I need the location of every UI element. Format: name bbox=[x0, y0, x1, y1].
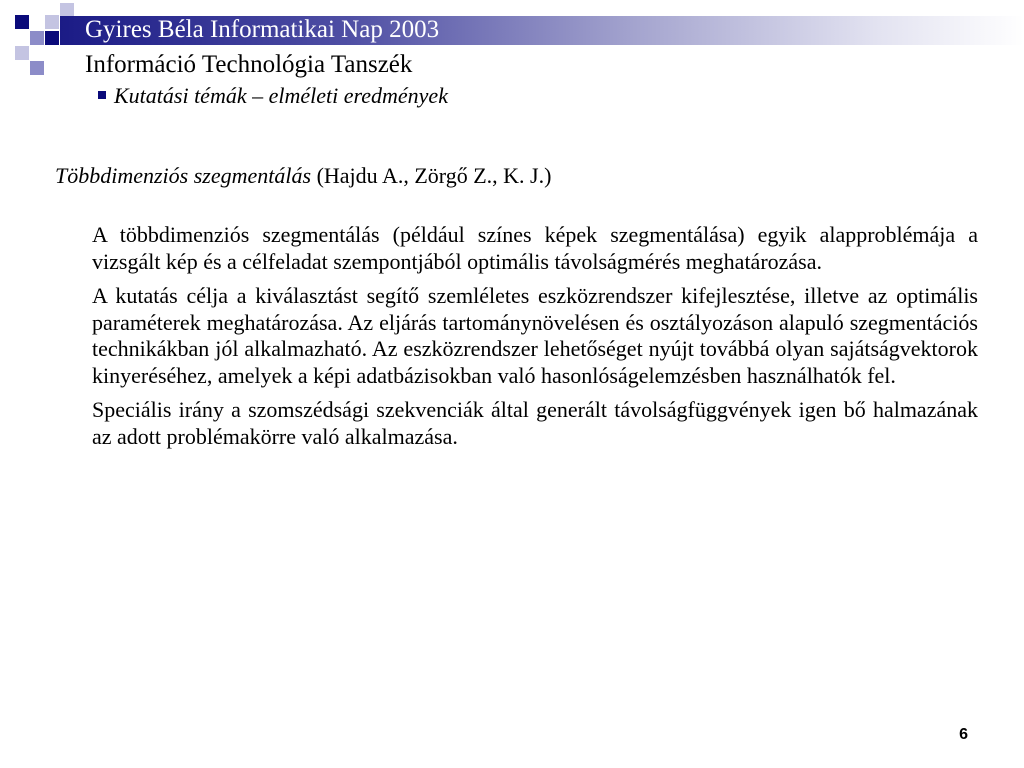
topic-bullet bbox=[98, 83, 448, 109]
slide-subtitle: Információ Technológia Tanszék bbox=[85, 51, 413, 78]
paragraph: A kutatás célja a kiválasztást segítő szemléletes eszközrendszer kifejlesztése, illetve az optimális paraméterek meghatározása. Az eljárás tartománynövelésen és osztályozáson alapuló szegmentációs technikákban jól alkalmazható. Az eszközrendszer lehetőséget nyújt továbbá olyan sajátságvektorok kinyeréséhez, amelyek a képi adatbázisokban való hasonlóságelemzésben használhatók fel. bbox=[92, 283, 978, 388]
decor-square bbox=[15, 15, 29, 29]
decor-square bbox=[45, 31, 59, 45]
section-heading bbox=[55, 162, 551, 190]
section-title: Többdimenziós szegmentálás bbox=[55, 163, 312, 188]
bullet-square-icon bbox=[98, 91, 106, 99]
decor-square bbox=[60, 3, 74, 17]
decor-square bbox=[30, 61, 44, 75]
paragraph: Speciális irány a szomszédsági szekvenciák által generált távolságfüggvények igen bő halmazának az adott problémakörre való alkalmazása. bbox=[92, 397, 978, 449]
section-authors: (Hajdu A., Zörgő Z., K. J.) bbox=[316, 163, 552, 188]
topic-bullet-text: Kutatási témák – elméleti eredmények bbox=[114, 83, 448, 108]
paragraph: A többdimenziós szegmentálás (például színes képek szegmentálása) egyik alapproblémája a vizsgált kép és a célfeladat szempontjából optimális távolságmérés meghatározása. bbox=[92, 222, 978, 274]
page-number: 6 bbox=[959, 726, 968, 743]
slide-title: Gyires Béla Informatikai Nap 2003 bbox=[85, 16, 440, 43]
decor-square bbox=[45, 15, 59, 29]
decor-square bbox=[15, 46, 29, 60]
decor-square bbox=[30, 31, 44, 45]
body-text bbox=[92, 222, 978, 458]
